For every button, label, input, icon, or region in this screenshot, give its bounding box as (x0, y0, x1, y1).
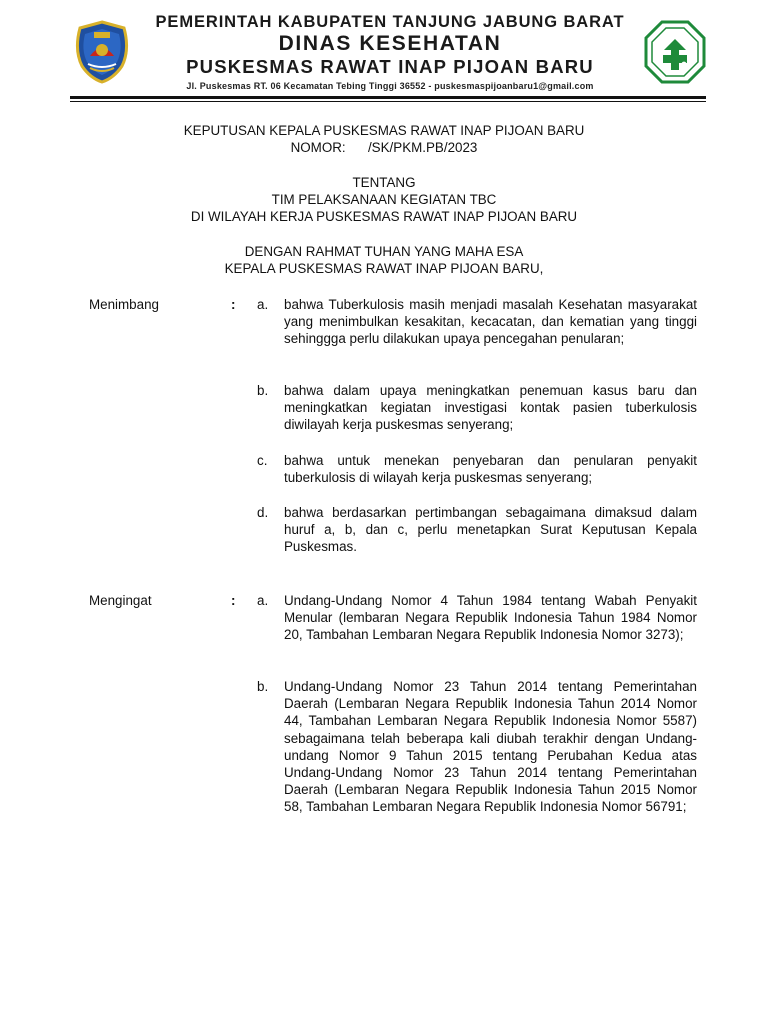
letterhead-divider-thick (70, 96, 706, 99)
list-item-letter: a. (257, 297, 269, 312)
list-item-letter: d. (257, 505, 269, 520)
preamble-line: DENGAN RAHMAT TUHAN YANG MAHA ESA (244, 244, 524, 259)
section-colon: : (231, 297, 236, 312)
puskesmas-logo (644, 20, 706, 84)
letterhead-address: Jl. Puskesmas RT. 06 Kecamatan Tebing Tinggi 36552 - puskesmaspijoanbaru1@gmail.com (186, 81, 594, 91)
list-item-text: bahwa dalam upaya meningkatkan penemuan kasus baru dan meningkatkan kegiatan investigasi kontak pasien tuberkulosis diwilayah kerja puskesmas senyerang; (284, 383, 697, 433)
subject-line: DI WILAYAH KERJA PUSKESMAS RAWAT INAP PIJOAN BARU (190, 209, 578, 224)
letterhead-institution: PUSKESMAS RAWAT INAP PIJOAN BARU (186, 56, 594, 77)
preamble-line: KEPALA PUSKESMAS RAWAT INAP PIJOAN BARU, (224, 261, 544, 276)
list-item-letter: b. (257, 679, 269, 694)
list-item-letter: b. (257, 383, 269, 398)
list-item-text: bahwa untuk menekan penyebaran dan penularan penyakit tuberkulosis di wilayah kerja puskesmas senyerang; (284, 453, 697, 486)
letterhead (0, 0, 768, 100)
letterhead-agency: DINAS KESEHATAN (278, 32, 502, 55)
decree-title-line: KEPUTUSAN KEPALA PUSKESMAS RAWAT INAP PIJOAN BARU (183, 123, 585, 138)
decree-subject (0, 174, 768, 225)
section-label: Mengingat (89, 593, 152, 608)
letterhead-government: PEMERINTAH KABUPATEN TANJUNG JABUNG BARAT (155, 13, 625, 31)
subject-line: TIM PELAKSANAAN KEGIATAN TBC (271, 192, 497, 207)
list-item-text: bahwa Tuberkulosis masih menjadi masalah Kesehatan masyarakat yang menimbulkan kesakitan, kecacatan, dan kematian yang tinggi sehinggga perlu dilakukan upaya pencegahan penularan; (284, 297, 697, 347)
decree-title (0, 122, 768, 156)
list-item-letter: a. (257, 593, 269, 608)
regency-seal-logo (72, 20, 132, 84)
section-label: Menimbang (89, 297, 159, 312)
list-item-letter: c. (257, 453, 268, 468)
letterhead-text (140, 12, 640, 92)
section-colon: : (231, 593, 236, 608)
decree-preamble (0, 243, 768, 277)
letterhead-divider-thin (70, 101, 706, 102)
decree-number: NOMOR: /SK/PKM.PB/2023 (290, 140, 478, 155)
list-item-text: Undang-Undang Nomor 4 Tahun 1984 tentang Wabah Penyakit Menular (lembaran Negara Republik Indonesia Tahun 1984 Nomor 20, Tambahan Lembaran Negara Republik Indonesia Nomor 3273); (284, 593, 697, 643)
list-item-text: bahwa berdasarkan pertimbangan sebagaimana dimaksud dalam huruf a, b, dan c, perlu menetapkan Surat Keputusan Kepala Puskesmas. (284, 505, 697, 555)
subject-keyword: TENTANG (352, 175, 416, 190)
list-item-text: Undang-Undang Nomor 23 Tahun 2014 tentang Pemerintahan Daerah (Lembaran Negara Republik Indonesia Tahun 2014 Nomor 44, Tambahan Lembaran Negara Republik Indonesia Nomor 5587) sebagaimana telah beberapa kali diubah terakhir dengan Undang-undang Nomor 9 Tahun 2015 tentang Perubahan Kedua atas Undang-Undang Nomor 23 Tahun 2014 tentang Pemerintahan Daerah (Lembaran Negara Republik Indonesia Tahun 2015 Nomor 58, Tambahan Lembaran Negara Republik Indonesia Nomor 56791; (284, 679, 697, 815)
